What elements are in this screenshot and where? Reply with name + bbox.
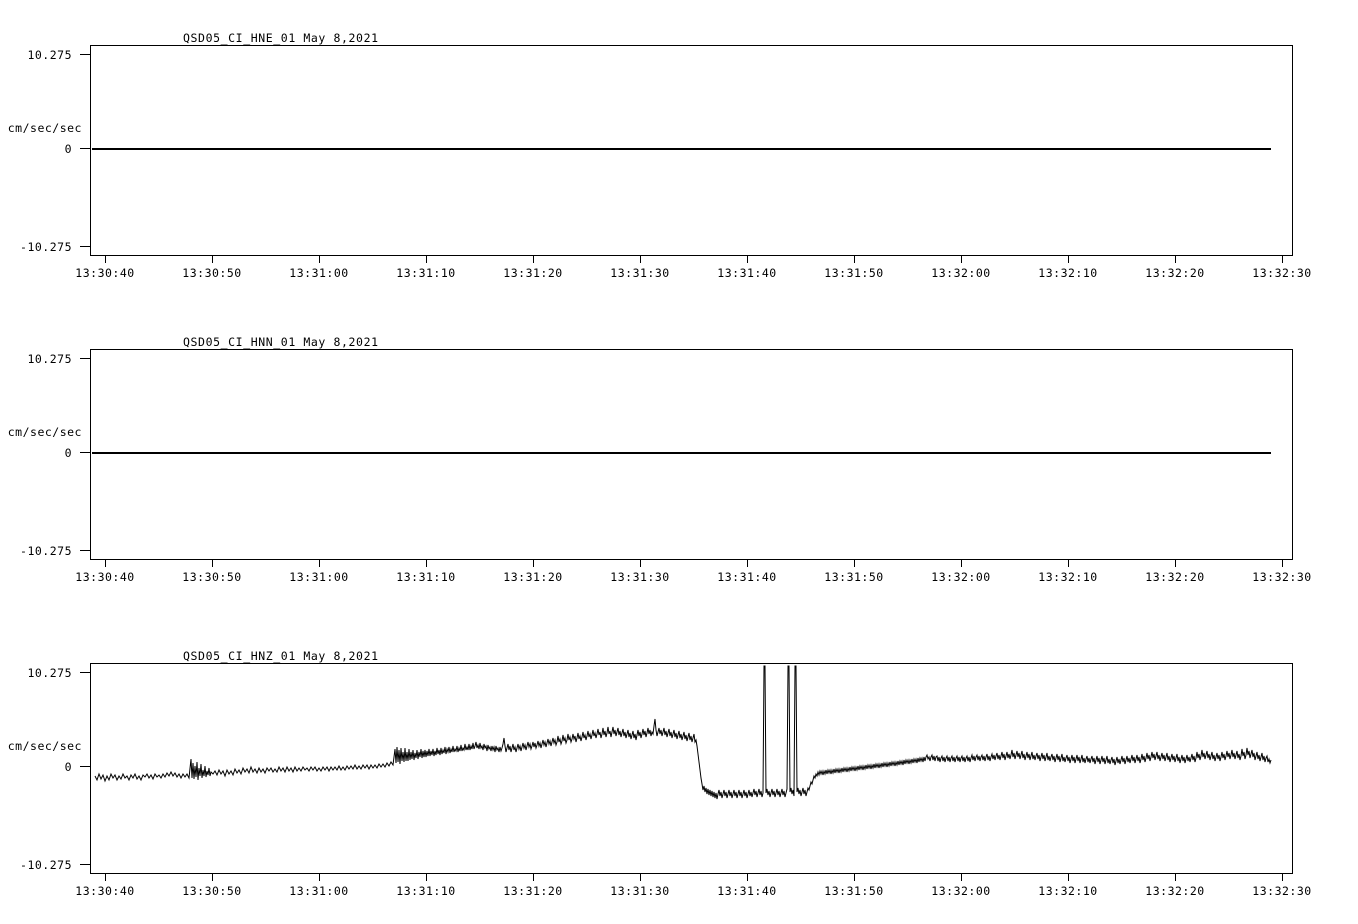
panel-hnn-plot-area — [90, 349, 1293, 560]
panel-hnz-xtick-5 — [640, 874, 641, 881]
panel-hne-xtick-1 — [212, 256, 213, 263]
panel-hne-xlabel-5: 13:31:30 — [610, 266, 670, 280]
panel-hnz-xlabel-0: 13:30:40 — [75, 884, 135, 898]
panel-hnz-xtick-3 — [426, 874, 427, 881]
panel-hnn-xlabel-2: 13:31:00 — [289, 570, 349, 584]
panel-hnn-ytick-bottom: -10.275 — [20, 544, 72, 558]
panel-hnz-xlabel-4: 13:31:20 — [503, 884, 563, 898]
panel-hnz-ytick-bottom: -10.275 — [20, 858, 72, 872]
panel-hne-xtick-3 — [426, 256, 427, 263]
panel-hne-ytick-mid: 0 — [64, 142, 72, 156]
panel-hnz-xlabel-11: 13:32:30 — [1252, 884, 1312, 898]
panel-hne-xlabel-10: 13:32:20 — [1145, 266, 1205, 280]
panel-hnz-xtick-0 — [105, 874, 106, 881]
panel-hnz-ytick-mark-mid — [80, 766, 90, 767]
panel-hne-xlabel-2: 13:31:00 — [289, 266, 349, 280]
panel-hnz-xtick-1 — [212, 874, 213, 881]
panel-hne-trace — [91, 46, 1292, 255]
panel-hne-xtick-10 — [1175, 256, 1176, 263]
panel-hnn-xtick-6 — [747, 560, 748, 567]
panel-hnz-xlabel-8: 13:32:00 — [931, 884, 991, 898]
panel-hne-xtick-0 — [105, 256, 106, 263]
panel-hnz-ytick-top: 10.275 — [27, 666, 72, 680]
panel-hnn-xtick-9 — [1068, 560, 1069, 567]
panel-hnn-xlabel-4: 13:31:20 — [503, 570, 563, 584]
panel-hne-xtick-5 — [640, 256, 641, 263]
panel-hne-xlabel-9: 13:32:10 — [1038, 266, 1098, 280]
panel-hne-title: QSD05_CI_HNE_01 May 8,2021 — [183, 31, 379, 45]
panel-hnn-ytick-mid: 0 — [64, 446, 72, 460]
panel-hne-xtick-9 — [1068, 256, 1069, 263]
panel-hnz-xtick-7 — [854, 874, 855, 881]
panel-hnz-xtick-8 — [961, 874, 962, 881]
panel-hne-xtick-2 — [319, 256, 320, 263]
panel-hnn-xtick-3 — [426, 560, 427, 567]
panel-hnz-xlabel-6: 13:31:40 — [717, 884, 777, 898]
panel-hnz-xtick-10 — [1175, 874, 1176, 881]
panel-hnz-xlabel-7: 13:31:50 — [824, 884, 884, 898]
panel-hne-xlabel-8: 13:32:00 — [931, 266, 991, 280]
panel-hnz-ytick-mid: 0 — [64, 760, 72, 774]
panel-hnz-xlabel-1: 13:30:50 — [182, 884, 242, 898]
panel-hnn-title: QSD05_CI_HNN_01 May 8,2021 — [183, 335, 379, 349]
panel-hnn-xtick-2 — [319, 560, 320, 567]
panel-hne-xtick-8 — [961, 256, 962, 263]
panel-hne-xtick-6 — [747, 256, 748, 263]
panel-hnn-ylabel: cm/sec/sec — [7, 425, 82, 439]
panel-hnn-xlabel-11: 13:32:30 — [1252, 570, 1312, 584]
panel-hnz-xtick-4 — [533, 874, 534, 881]
panel-hnn-xlabel-6: 13:31:40 — [717, 570, 777, 584]
panel-hne-ylabel: cm/sec/sec — [7, 121, 82, 135]
panel-hne-xlabel-6: 13:31:40 — [717, 266, 777, 280]
panel-hne-ytick-mark-bottom — [80, 246, 90, 247]
panel-hnn-ytick-mark-bottom — [80, 550, 90, 551]
panel-hne — [0, 0, 1358, 300]
panel-hnz — [0, 608, 1358, 908]
panel-hnn-ytick-top: 10.275 — [27, 352, 72, 366]
panel-hne-xtick-4 — [533, 256, 534, 263]
panel-hnz-xlabel-9: 13:32:10 — [1038, 884, 1098, 898]
panel-hnz-ytick-mark-bottom — [80, 864, 90, 865]
panel-hnn-xtick-1 — [212, 560, 213, 567]
panel-hnn-xtick-7 — [854, 560, 855, 567]
panel-hnn-xlabel-0: 13:30:40 — [75, 570, 135, 584]
panel-hnn-xlabel-5: 13:31:30 — [610, 570, 670, 584]
panel-hne-ytick-mark-mid — [80, 148, 90, 149]
panel-hne-xlabel-1: 13:30:50 — [182, 266, 242, 280]
panel-hne-xlabel-3: 13:31:10 — [396, 266, 456, 280]
panel-hnz-xtick-9 — [1068, 874, 1069, 881]
panel-hnz-title: QSD05_CI_HNZ_01 May 8,2021 — [183, 649, 379, 663]
panel-hnn-xlabel-1: 13:30:50 — [182, 570, 242, 584]
panel-hnn-xtick-4 — [533, 560, 534, 567]
panel-hnz-xtick-6 — [747, 874, 748, 881]
panel-hnz-xlabel-2: 13:31:00 — [289, 884, 349, 898]
panel-hnz-trace — [91, 664, 1292, 873]
panel-hne-plot-area — [90, 45, 1293, 256]
panel-hne-ytick-top: 10.275 — [27, 48, 72, 62]
panel-hnn-ytick-mark-mid — [80, 452, 90, 453]
panel-hnn — [0, 304, 1358, 604]
panel-hnn-xtick-0 — [105, 560, 106, 567]
panel-hnz-plot-area — [90, 663, 1293, 874]
panel-hne-xtick-7 — [854, 256, 855, 263]
panel-hnz-ytick-mark-top — [80, 672, 90, 673]
panel-hne-ytick-mark-top — [80, 54, 90, 55]
panel-hnn-xtick-8 — [961, 560, 962, 567]
panel-hnn-xtick-5 — [640, 560, 641, 567]
panel-hnz-xtick-2 — [319, 874, 320, 881]
panel-hnn-xlabel-7: 13:31:50 — [824, 570, 884, 584]
panel-hnz-xlabel-3: 13:31:10 — [396, 884, 456, 898]
panel-hnz-xtick-11 — [1282, 874, 1283, 881]
panel-hne-xlabel-11: 13:32:30 — [1252, 266, 1312, 280]
panel-hne-ytick-bottom: -10.275 — [20, 240, 72, 254]
panel-hnn-xlabel-3: 13:31:10 — [396, 570, 456, 584]
panel-hnn-xtick-10 — [1175, 560, 1176, 567]
panel-hne-xtick-11 — [1282, 256, 1283, 263]
panel-hnn-xtick-11 — [1282, 560, 1283, 567]
panel-hne-xlabel-7: 13:31:50 — [824, 266, 884, 280]
panel-hnn-xlabel-10: 13:32:20 — [1145, 570, 1205, 584]
panel-hnn-ytick-mark-top — [80, 358, 90, 359]
panel-hnn-trace — [91, 350, 1292, 559]
panel-hnn-xlabel-8: 13:32:00 — [931, 570, 991, 584]
panel-hnz-ylabel: cm/sec/sec — [7, 739, 82, 753]
panel-hnz-xlabel-10: 13:32:20 — [1145, 884, 1205, 898]
panel-hne-xlabel-4: 13:31:20 — [503, 266, 563, 280]
panel-hnn-xlabel-9: 13:32:10 — [1038, 570, 1098, 584]
panel-hnz-xlabel-5: 13:31:30 — [610, 884, 670, 898]
panel-hne-xlabel-0: 13:30:40 — [75, 266, 135, 280]
